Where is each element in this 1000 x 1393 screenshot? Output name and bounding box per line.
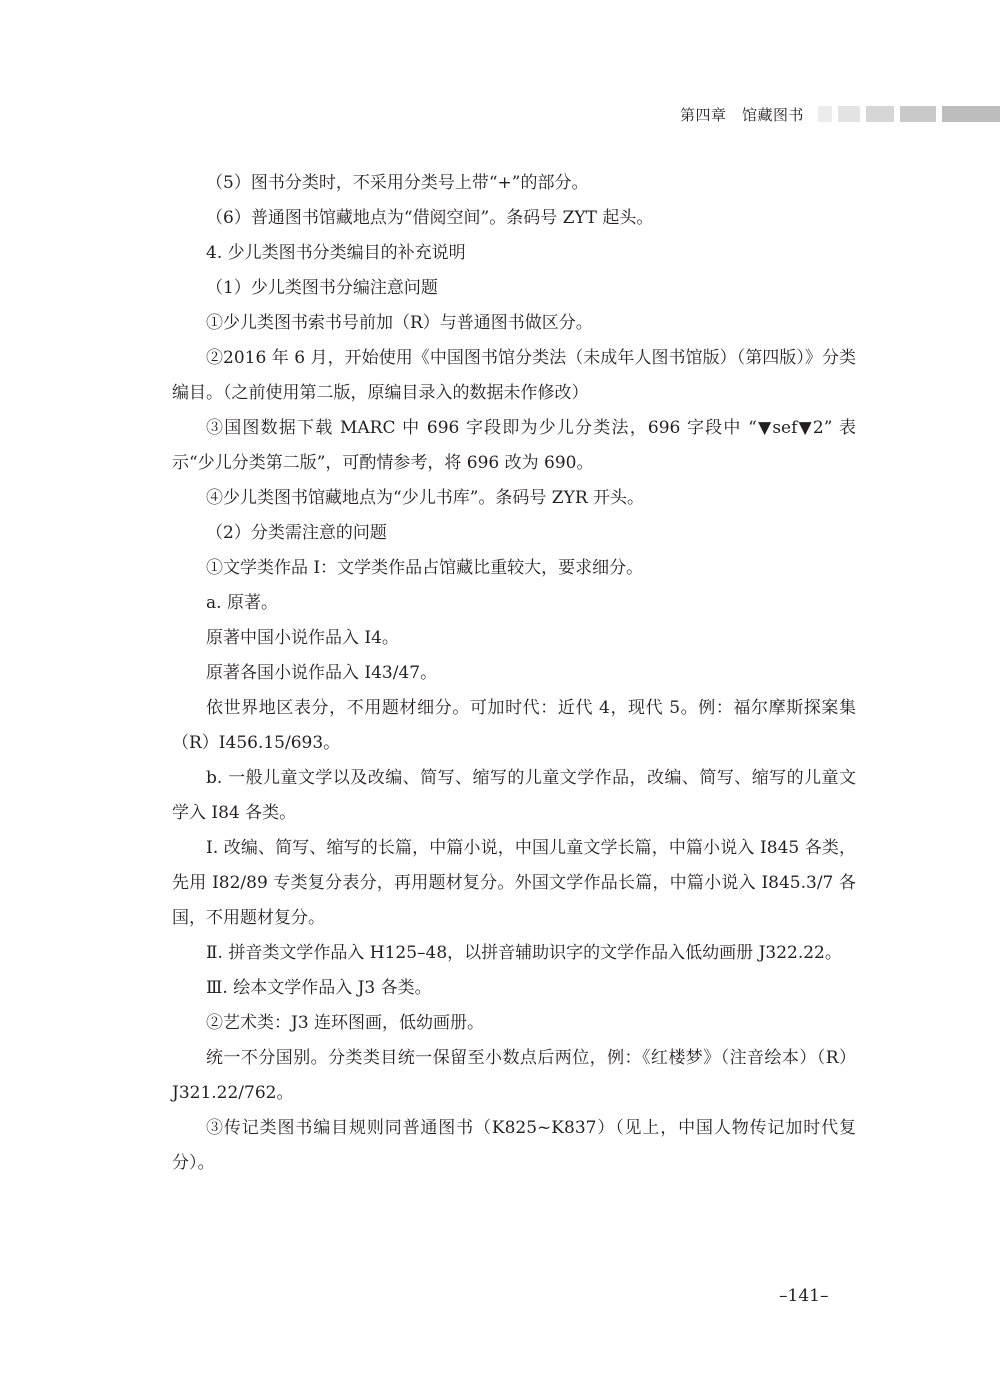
header-decoration-bar [900,106,936,122]
paragraph-roman-2: Ⅱ. 拼音类文学作品入 H125–48，以拼音辅助识字的文学作品入低幼画册 J322.22。 [206,943,842,963]
paragraph-item-6: （6）普通图书馆藏地点为“借阅空间”。条码号 ZYT 起头。 [206,208,654,228]
paragraph-circled-3: ③国图数据下载 MARC 中 696 字段即为少儿分类法，696 字段中 “▼sef▼2” 表示“少儿分类第二版”，可酌情参考，将 696 改为 690。 [172,418,856,473]
header-decoration-bar [942,106,1000,122]
chapter-title: 第四章 馆藏图书 [679,105,804,124]
paragraph-circled-4: ④少儿类图书馆藏地点为“少儿书库”。条码号 ZYR 开头。 [206,488,645,508]
header-decoration-bar [818,106,832,122]
subsection-heading-1: （1）少儿类图书分编注意问题 [206,278,438,298]
paragraph-no-country: 统一不分国别。分类类目统一保留至小数点后两位，例：《红楼梦》（注音绘本）（R）J321.22/762。 [172,1048,856,1103]
paragraph-b-children: b. 一般儿童文学以及改编、简写、缩写的儿童文学作品，改编、简写、缩写的儿童文学入 I84 各类。 [172,768,856,823]
body-text [172,166,856,1181]
paragraph-a-original: a. 原著。 [206,593,278,613]
header-decoration-bar [866,106,894,122]
paragraph-literature: ①文学类作品 I：文学类作品占馆藏比重较大，要求细分。 [206,558,644,578]
paragraph-roman-3: Ⅲ. 绘本文学作品入 J3 各类。 [206,978,432,998]
subsection-heading-2: （2）分类需注意的问题 [206,523,387,543]
paragraph-biography: ③传记类图书编目规则同普通图书（K825~K837）（见上，中国人物传记加时代复分）。 [172,1118,856,1173]
paragraph-chinese-novels: 原著中国小说作品入 I4。 [206,628,399,648]
paragraph-roman-1: Ⅰ. 改编、简写、缩写的长篇，中篇小说，中国儿童文学长篇，中篇小说入 I845 各类，先用 I82/89 专类复分表分，再用题材复分。外国文学作品长篇，中篇小说入 I845.3/7 各国，不用题材复分。 [172,838,856,928]
header-decoration-bar [838,106,860,122]
paragraph-region-table: 依世界地区表分，不用题材细分。可加时代：近代 4，现代 5。例：福尔摩斯探案集（R）I456.15/693。 [172,698,856,753]
page-number: –141– [779,1286,829,1306]
running-header [680,103,1000,125]
section-heading-4: 4. 少儿类图书分类编目的补充说明 [206,243,466,263]
paragraph-circled-1: ①少儿类图书索书号前加（R）与普通图书做区分。 [206,313,593,333]
paragraph-item-5: （5）图书分类时，不采用分类号上带“+”的部分。 [206,173,589,193]
paragraph-foreign-novels: 原著各国小说作品入 I43/47。 [206,663,438,683]
paragraph-circled-2: ②2016 年 6 月，开始使用《中国图书馆分类法（未成年人图书馆版）（第四版）》分类编目。（之前使用第二版，原编目录入的数据未作修改） [172,348,856,403]
paragraph-art: ②艺术类：J3 连环图画，低幼画册。 [206,1013,485,1033]
